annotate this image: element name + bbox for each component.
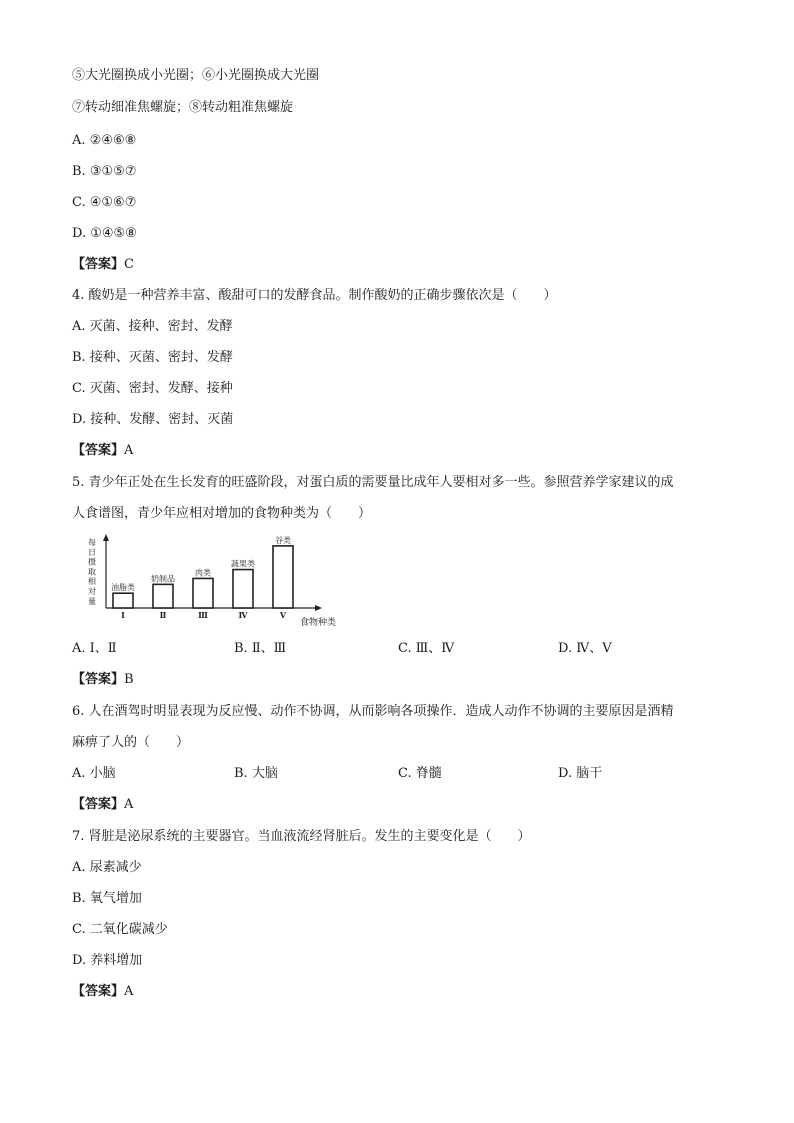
q4-option-b: B. 接种、灭菌、密封、发酵	[72, 350, 233, 365]
y-axis-label-char: 对	[88, 587, 96, 596]
q5-answer-value: B	[124, 672, 134, 687]
y-axis-label-char: 相	[88, 577, 96, 587]
q3-statement-line-1: ⑤大光圈换成小光圈；⑥小光圈换成大光圈	[72, 68, 320, 83]
bar	[113, 593, 133, 608]
q5-option-d: D. Ⅳ、Ⅴ	[558, 641, 612, 656]
bar	[153, 584, 173, 608]
q5-stem-line-1: 5. 青少年正处在生长发育的旺盛阶段，对蛋白质的需要量比成年人要相对多一些。参照营养学家建议的成	[72, 475, 674, 490]
x-tick-label: Ⅴ	[279, 610, 287, 620]
q3-option-a: A. ②④⑥⑧	[72, 133, 137, 148]
y-axis-label-char: 日	[88, 547, 96, 557]
q3-option-c: C. ④①⑥⑦	[72, 195, 137, 210]
bar	[273, 546, 293, 608]
y-axis-label-char: 量	[88, 596, 96, 606]
x-tick-label: Ⅰ	[121, 610, 125, 620]
q3-answer-value: C	[124, 257, 134, 272]
x-axis-arrow	[315, 605, 322, 611]
q7-answer	[72, 984, 133, 1000]
q7-option-b: B. 氧气增加	[72, 891, 142, 906]
y-axis-label-char: 每	[88, 538, 96, 547]
bar-label: 奶制品	[151, 574, 175, 584]
q3-answer	[72, 257, 134, 273]
q6-option-c: C. 脊髓	[398, 766, 442, 781]
answer-label: 【答案】	[72, 984, 125, 999]
q5-option-a: A. Ⅰ、Ⅱ	[72, 641, 117, 656]
q5-stem-line-2: 人食谱图，青少年应相对增加的食物种类为（ ）	[72, 506, 372, 521]
y-axis-label-char: 取	[88, 567, 96, 577]
answer-label: 【答案】	[72, 257, 125, 272]
q4-option-a: A. 灭菌、接种、密封、发酵	[72, 319, 233, 334]
bar	[193, 578, 213, 608]
x-tick-label: Ⅳ	[238, 610, 248, 620]
q5-answer	[72, 672, 134, 688]
q6-stem-line-2: 麻痹了人的（ ）	[72, 735, 190, 750]
q7-option-a: A. 尿素减少	[72, 860, 142, 875]
q6-answer-value: A	[124, 797, 134, 812]
x-tick-label: Ⅱ	[159, 610, 167, 620]
q7-option-d: D. 养料增加	[72, 953, 143, 968]
q7-answer-value: A	[124, 984, 134, 999]
answer-label: 【答案】	[72, 797, 125, 812]
q6-option-d: D. 脑干	[558, 766, 603, 781]
q4-option-c: C. 灭菌、密封、发酵、接种	[72, 381, 233, 396]
q5-option-c: C. Ⅲ、Ⅳ	[398, 641, 455, 656]
q3-option-b: B. ③①⑤⑦	[72, 164, 137, 179]
bar-label: 肉类	[195, 568, 211, 578]
bar	[233, 570, 253, 608]
food-chart	[70, 533, 360, 633]
q7-option-c: C. 二氧化碳减少	[72, 922, 168, 937]
bar-label: 谷类	[275, 535, 291, 545]
q6-stem-line-1: 6. 人在酒驾时明显表现为反应慢、动作不协调，从而影响各项操作．造成人动作不协调的主要原因是酒精	[72, 704, 674, 719]
q6-option-a: A. 小脑	[72, 766, 116, 781]
q7-stem: 7. 肾脏是泌尿系统的主要器官。当血液流经肾脏后。发生的主要变化是（ ）	[72, 829, 531, 844]
q4-stem: 4. 酸奶是一种营养丰富、酸甜可口的发酵食品。制作酸奶的正确步骤依次是（ ）	[72, 288, 557, 303]
bar-label: 蔬果类	[231, 559, 255, 569]
q5-option-b: B. Ⅱ、Ⅲ	[234, 641, 287, 656]
q3-statement-line-2: ⑦转动细准焦螺旋；⑧转动粗准焦螺旋	[72, 100, 294, 115]
q6-option-b: B. 大脑	[234, 766, 278, 781]
y-axis-arrow	[103, 534, 109, 541]
q4-answer	[72, 443, 133, 459]
x-axis-label: 食物种类	[299, 618, 337, 628]
q6-answer	[72, 797, 133, 813]
q4-option-d: D. 接种、发酵、密封、灭菌	[72, 412, 234, 427]
answer-label: 【答案】	[72, 672, 125, 687]
q4-answer-value: A	[124, 443, 134, 458]
answer-label: 【答案】	[72, 443, 125, 458]
bar-label: 油脂类	[111, 583, 135, 593]
q3-option-d: D. ①④⑤⑧	[72, 226, 137, 241]
y-axis-label-char: 摄	[88, 557, 96, 567]
x-tick-label: Ⅲ	[198, 610, 208, 620]
